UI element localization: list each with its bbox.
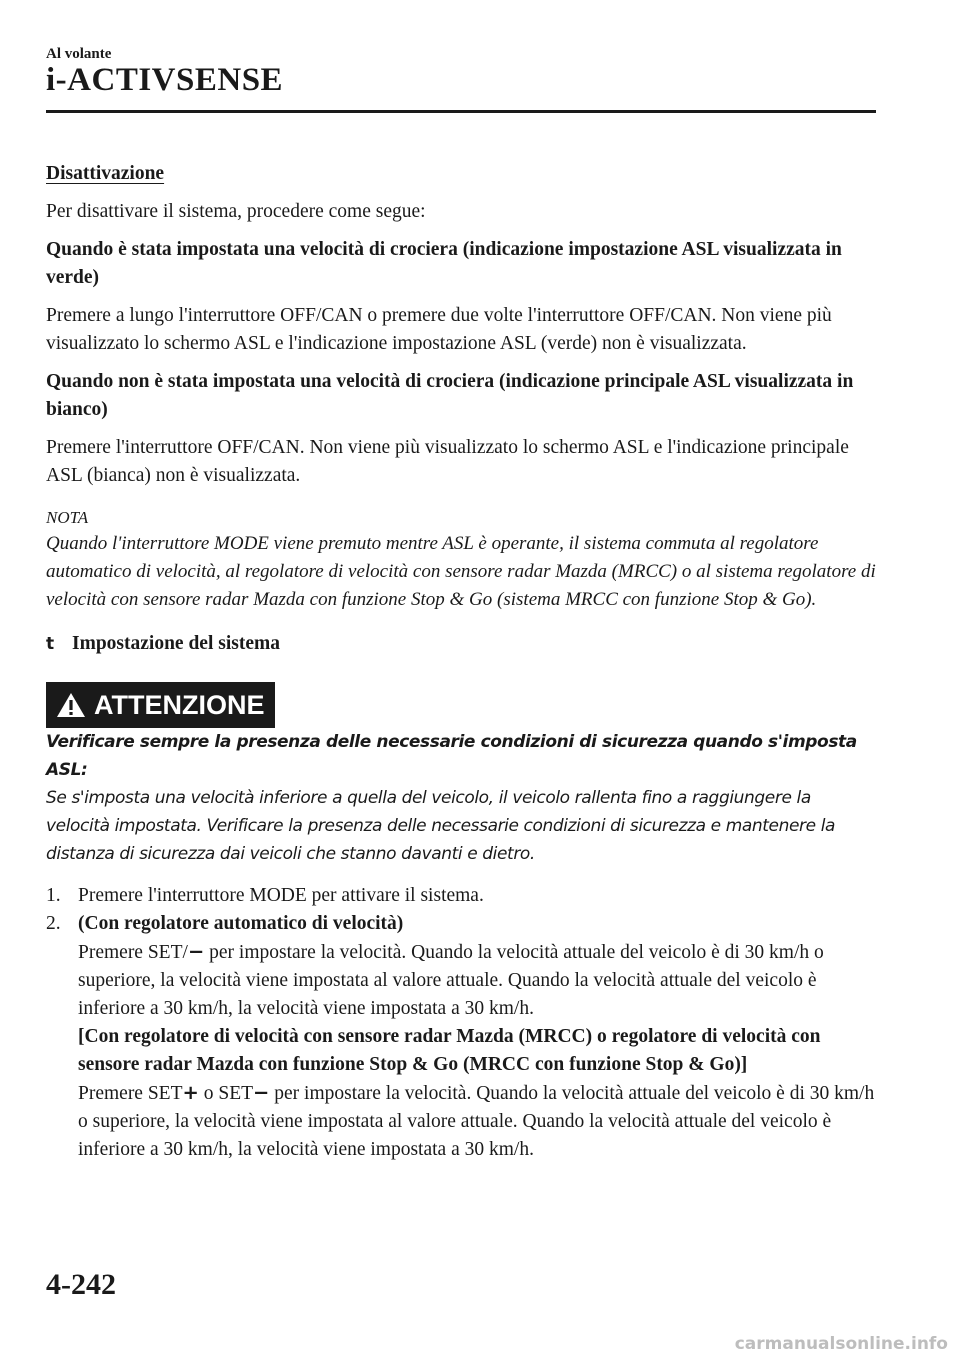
case2-text: Premere l'interruttore OFF/CAN. Non viene più visualizzato lo schermo ASL e l'indicazione principale ASL (bianca) non è visualizzata. xyxy=(46,437,849,486)
section-bullet-icon: t xyxy=(46,634,55,654)
minus-icon: − xyxy=(187,940,205,963)
main-content xyxy=(46,160,876,1164)
case2-heading: Quando non è stata impostata una velocità di crociera (indicazione principale ASL visualizzata in bianco) xyxy=(46,371,854,420)
disable-heading: Disattivazione xyxy=(46,163,165,184)
note-text: Quando l'interruttore MODE viene premuto mentre ASL è operante, il sistema commuta al regolatore automatico di velocità, al regolatore di velocità con sensore radar Mazda (MRCC) o al sistema regolatore di velocità con sensore radar Mazda con funzione Stop & Go (sistema MRCC con funzione Stop & Go). xyxy=(46,533,876,610)
step-text-part: Premere SET xyxy=(78,1083,183,1104)
step-subheading: [Con regolatore di velocità con sensore radar Mazda (MRCC) o regolatore di velocità con sensore radar Mazda con funzione Stop & Go (MRCC con funzione Stop & Go)] xyxy=(78,1026,821,1075)
setup-heading: Impostazione del sistema xyxy=(72,633,280,654)
steps-list xyxy=(46,882,876,1164)
watermark: carmanualsonline.info xyxy=(734,1334,948,1354)
case1-text: Premere a lungo l'interruttore OFF/CAN o premere due volte l'interruttore OFF/CAN. Non viene più visualizzato lo schermo ASL e l'indicazione impostazione ASL (verde) non è visualizzata. xyxy=(46,305,832,354)
list-item xyxy=(46,882,876,910)
step-body xyxy=(78,910,876,1164)
disable-intro: Per disattivare il sistema, procedere come segue: xyxy=(46,201,426,222)
warning-bold-text: Verificare sempre la presenza delle necessarie condizioni di sicurezza quando s'imposta ASL: xyxy=(46,732,857,780)
list-item xyxy=(46,910,876,1164)
warning-text: Se s'imposta una velocità inferiore a quella del veicolo, il veicolo rallenta fino a raggiungere la velocità impostata. Verificare la presenza delle necessarie condizioni di sicurezza e mantenere la distanza di sicurezza dai veicoli che stanno davanti e dietro. xyxy=(46,788,836,864)
step-text-part: o SET xyxy=(198,1083,254,1104)
plus-icon: + xyxy=(182,1081,199,1104)
step-text xyxy=(78,938,876,1023)
step-number: 2. xyxy=(46,913,61,934)
header-rule xyxy=(46,110,876,113)
step-text: Premere l'interruttore MODE per attivare il sistema. xyxy=(78,885,484,906)
section-title: i-ACTIVSENSE xyxy=(46,62,284,98)
minus-icon: − xyxy=(253,1081,270,1104)
warning-triangle-icon xyxy=(56,692,86,718)
warning-label: ATTENZIONE xyxy=(94,690,265,720)
case1-heading: Quando è stata impostata una velocità di crociera (indicazione impostazione ASL visualizzata in verde) xyxy=(46,239,842,288)
step-text xyxy=(78,1079,876,1164)
step-text-part: Premere SET/ xyxy=(78,942,188,963)
note-label: NOTA xyxy=(46,508,89,527)
step-subheading: (Con regolatore automatico di velocità) xyxy=(78,913,404,934)
step-number: 1. xyxy=(46,885,61,906)
section-kicker: Al volante xyxy=(46,46,112,62)
warning-text-block xyxy=(46,728,876,868)
step-text-part: per impostare la velocità. Quando la velocità attuale del veicolo è di 30 km/h o superiore, la velocità viene impostata al valore attuale. Quando la velocità attuale del veicolo è inferiore a 30 km/h, la velocità viene impostata a 30 km/h. xyxy=(78,942,824,1019)
setup-heading-row xyxy=(46,630,876,658)
warning-badge xyxy=(46,682,275,728)
step-text-part: per impostare la velocità. Quando la velocità attuale del veicolo è di 30 km/h o superiore, la velocità viene impostata al valore attuale. Quando la velocità attuale del veicolo è inferiore a 30 km/h, la velocità viene impostata a 30 km/h. xyxy=(78,1083,875,1160)
page-number: 4-242 xyxy=(46,1268,116,1301)
